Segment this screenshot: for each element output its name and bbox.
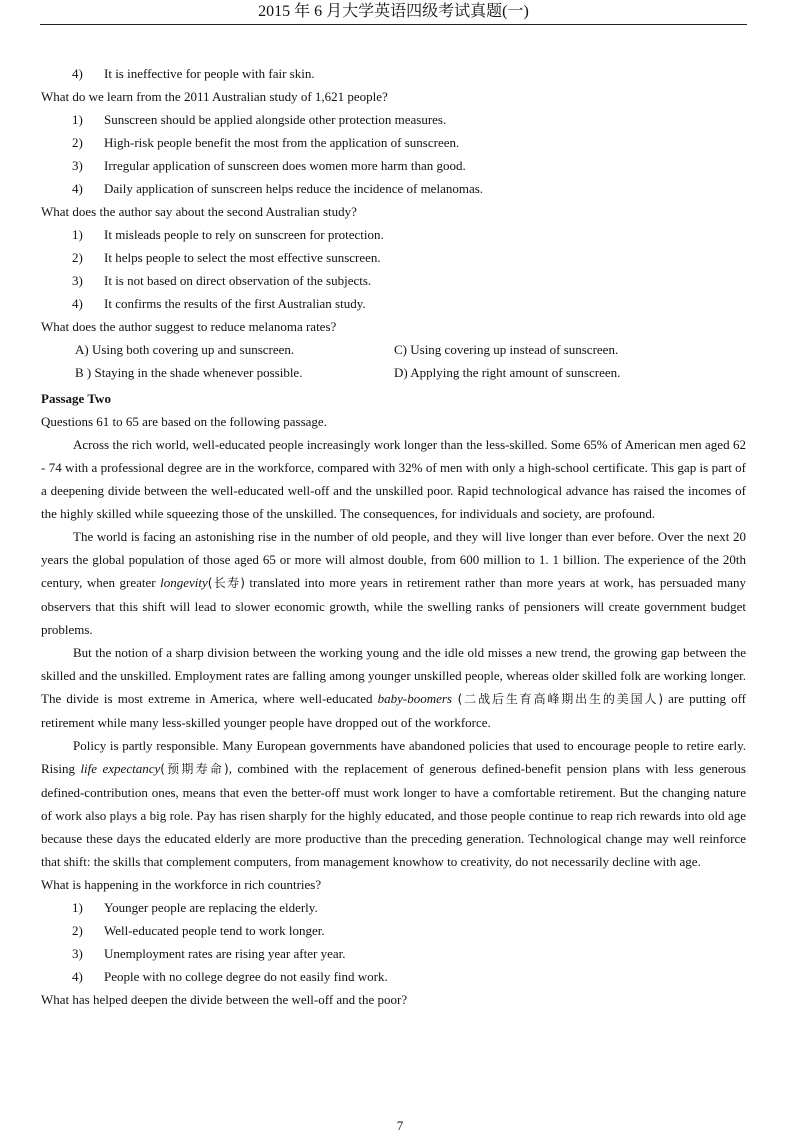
option-number: 3) bbox=[72, 946, 83, 961]
question-stem: What has helped deepen the divide between the well-off and the poor? bbox=[41, 992, 408, 1007]
option-number: 2) bbox=[72, 923, 83, 938]
passage-paragraph bbox=[41, 734, 746, 873]
answer-option bbox=[41, 246, 746, 269]
answer-option bbox=[41, 131, 746, 154]
option-text: Sunscreen should be applied alongside other protection measures. bbox=[104, 112, 447, 127]
passage-paragraph bbox=[41, 641, 746, 734]
answer-option bbox=[41, 108, 746, 131]
option-number: 1) bbox=[72, 227, 83, 242]
option-text: It is ineffective for people with fair skin. bbox=[104, 66, 315, 81]
paragraph-text: , combined with the replacement of generous defined-benefit pension plans with less generous defined-contribution ones, means that even the better-off must work longer to have a comfortable retirement. But the changing nature of work also plays a big role. Pay has risen sharply for the highly educated, and those people continue to reap rich rewards into old age because these days the educated elderly are more productive than the preceding generation. Technological change may well reinforce that shift: the skills that complement computers, from management knowhow to creativity, do not necessarily decline with age. bbox=[41, 761, 746, 869]
passage-title: Passage Two bbox=[41, 391, 111, 406]
answer-option-c: C) Using covering up instead of sunscreen. bbox=[394, 342, 619, 357]
question-stem: What does the author say about the second Australian study? bbox=[41, 204, 357, 219]
option-number: 2) bbox=[72, 250, 83, 265]
option-text: It misleads people to rely on sunscreen for protection. bbox=[104, 227, 384, 242]
option-text: Irregular application of sunscreen does women more harm than good. bbox=[104, 158, 466, 173]
option-text: Younger people are replacing the elderly. bbox=[104, 900, 318, 915]
paragraph-text: But the notion of a sharp division between the working young and the idle old misses a new trend, the growing gap between the skilled and the unskilled. Employment rates are falling among younger unskilled people, whereas older skilled folk are working longer. The divide is most extreme in America, where well-educated bbox=[41, 645, 746, 706]
answer-option-a: A) Using both covering up and sunscreen. bbox=[75, 342, 295, 357]
option-text: It confirms the results of the first Australian study. bbox=[104, 296, 366, 311]
option-number: 3) bbox=[72, 158, 83, 173]
answer-option bbox=[41, 919, 746, 942]
answer-option-row bbox=[41, 361, 746, 384]
option-number: 4) bbox=[72, 296, 83, 311]
option-text: High-risk people benefit the most from the application of sunscreen. bbox=[104, 135, 460, 150]
paragraph-text: are putting off retirement while many less-skilled younger people have dropped out of the workforce. bbox=[41, 691, 746, 730]
paragraph-text: translated into more years in retirement rather than more years at work, has persuaded many observers that this shift will lead to slower economic growth, while the swelling ranks of pensioners will create government budget problems. bbox=[41, 575, 746, 637]
glossary-gloss: (二战后生育高峰期出生的美国人) bbox=[452, 692, 664, 706]
passage-paragraph: Across the rich world, well-educated people increasingly work longer than the less-skilled. Some 65% of American men aged 62 - 74 with a professional degree are in the workforce, compared with 32% of men with only a high-school certificate. This gap is part of a deepening divide between the well-educated well-off and the unskilled poor. Rapid technological advance has raised the incomes of the highly skilled while squeezing those of the unskilled. The consequences, for individuals and society, are profound. bbox=[41, 437, 746, 521]
option-number: 4) bbox=[72, 66, 83, 81]
glossary-term: longevity bbox=[160, 575, 208, 590]
paragraph-text: Policy is partly responsible. Many European governments have abandoned policies that used to encourage people to retire early. Rising bbox=[41, 738, 746, 776]
option-number: 4) bbox=[72, 181, 83, 196]
answer-option bbox=[41, 896, 746, 919]
glossary-term: life expectancy bbox=[80, 761, 161, 776]
option-text: Daily application of sunscreen helps reduce the incidence of melanomas. bbox=[104, 181, 484, 196]
question-stem: What is happening in the workforce in rich countries? bbox=[41, 877, 322, 892]
glossary-term: baby-boomers bbox=[377, 691, 452, 706]
page-header bbox=[40, 0, 747, 25]
option-text: Well-educated people tend to work longer. bbox=[104, 923, 325, 938]
answer-option-row bbox=[41, 338, 746, 361]
question-stem: What do we learn from the 2011 Australian study of 1,621 people? bbox=[41, 89, 388, 104]
option-text: Unemployment rates are rising year after year. bbox=[104, 946, 346, 961]
option-number: 1) bbox=[72, 112, 83, 127]
passage-paragraph bbox=[41, 525, 746, 641]
page-header-title: 2015 年 6 月大学英语四级考试真题(一) bbox=[258, 3, 529, 20]
answer-option bbox=[41, 177, 746, 200]
answer-option bbox=[41, 62, 746, 85]
answer-option-d: D) Applying the right amount of sunscreen. bbox=[394, 365, 621, 380]
option-text: It helps people to select the most effective sunscreen. bbox=[104, 250, 381, 265]
glossary-gloss: (长寿) bbox=[207, 576, 245, 590]
answer-option bbox=[41, 154, 746, 177]
option-number: 1) bbox=[72, 900, 83, 915]
option-number: 2) bbox=[72, 135, 83, 150]
page-content bbox=[41, 62, 746, 1011]
question-stem: What does the author suggest to reduce melanoma rates? bbox=[41, 319, 337, 334]
option-number: 3) bbox=[72, 273, 83, 288]
paragraph-text: The world is facing an astonishing rise in the number of old people, and they will live longer than ever before. Over the next 20 years the global population of those aged 65 or more will almost double, from 600 million to 1. 1 billion. The experience of the 20th century, when greater bbox=[41, 529, 746, 590]
answer-option bbox=[41, 292, 746, 315]
answer-option bbox=[41, 942, 746, 965]
glossary-gloss: (预期寿命) bbox=[160, 762, 229, 776]
answer-option bbox=[41, 965, 746, 988]
page-number: 7 bbox=[396, 1118, 404, 1133]
answer-option-b: B ) Staying in the shade whenever possible. bbox=[75, 365, 303, 380]
option-number: 4) bbox=[72, 969, 83, 984]
option-text: People with no college degree do not easily find work. bbox=[104, 969, 388, 984]
answer-option bbox=[41, 223, 746, 246]
option-text: It is not based on direct observation of the subjects. bbox=[104, 273, 372, 288]
answer-option bbox=[41, 269, 746, 292]
passage-intro: Questions 61 to 65 are based on the following passage. bbox=[41, 414, 327, 429]
